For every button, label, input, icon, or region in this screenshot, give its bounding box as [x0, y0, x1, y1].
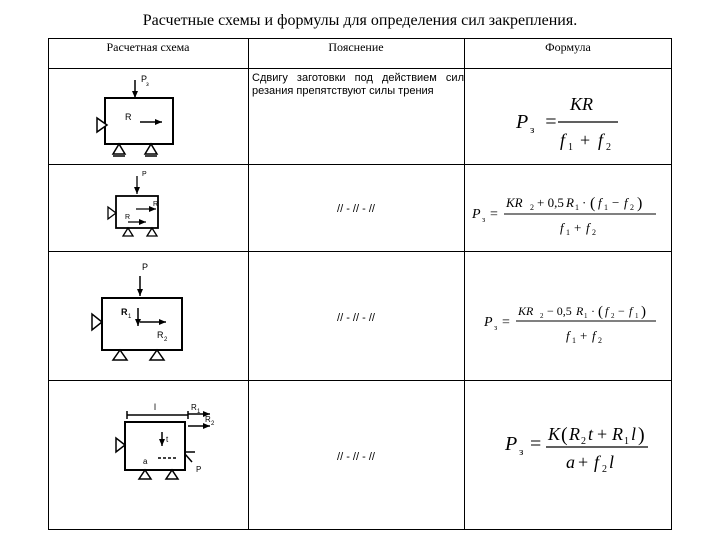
- svg-text:f: f: [624, 195, 628, 210]
- svg-text:KR: KR: [518, 304, 534, 318]
- svg-text:KR: KR: [570, 94, 594, 114]
- label-t-4: t: [166, 435, 169, 444]
- row-divider-1: [48, 164, 672, 165]
- label-pz-4: P: [196, 465, 202, 474]
- svg-text:=: =: [544, 111, 558, 133]
- label-r1-2: R: [125, 214, 131, 221]
- svg-text:=: =: [490, 207, 498, 222]
- label-r2-3: R: [157, 330, 164, 340]
- svg-text:·: ·: [591, 304, 595, 318]
- svg-text:l: l: [609, 452, 615, 472]
- label-pz-1-sub: з: [146, 82, 149, 88]
- svg-text:− 0,5: − 0,5: [547, 304, 572, 318]
- svg-text:f: f: [560, 220, 564, 235]
- svg-text:+: +: [597, 424, 608, 444]
- svg-text:1: 1: [568, 142, 573, 153]
- svg-text:f: f: [598, 130, 604, 150]
- svg-text:f: f: [560, 130, 566, 150]
- label-pz-1: P: [141, 74, 148, 84]
- svg-text:1: 1: [584, 312, 588, 320]
- table-border-bottom: [48, 529, 672, 530]
- svg-text:t: t: [588, 424, 594, 444]
- svg-text:·: ·: [582, 195, 587, 210]
- svg-text:+: +: [580, 328, 588, 343]
- row-2-explanation: // - // - //: [337, 203, 375, 215]
- svg-text:(: (: [561, 424, 568, 446]
- row-1-explanation: Сдвигу заготовки под действием сил резания препятствуют силы трения: [252, 72, 464, 97]
- svg-text:P: P: [472, 207, 481, 222]
- label-a-4: a: [143, 457, 148, 466]
- svg-text:+: +: [574, 220, 582, 235]
- label-r1-4: R: [191, 403, 197, 412]
- header-scheme: Расчетная схема: [106, 40, 190, 54]
- label-r1-3: R: [121, 307, 128, 317]
- svg-text:2: 2: [581, 436, 586, 447]
- table-border-left: [48, 38, 49, 530]
- svg-text:R: R: [612, 424, 623, 444]
- svg-text:=: =: [502, 315, 510, 330]
- svg-text:f: f: [598, 195, 602, 210]
- label-r2-4-sub: 2: [211, 421, 215, 427]
- label-pz-3: P: [142, 262, 149, 272]
- svg-text:2: 2: [598, 336, 602, 345]
- svg-text:(: (: [590, 195, 596, 212]
- svg-text:P: P: [484, 315, 493, 330]
- svg-text:R: R: [566, 195, 574, 210]
- row-4-explanation: // - // - //: [337, 451, 375, 463]
- svg-text:1: 1: [566, 228, 570, 237]
- svg-text:1: 1: [624, 436, 629, 447]
- svg-text:a: a: [566, 452, 575, 472]
- page-title: Расчетные схемы и формулы для определения сил закрепления.: [142, 12, 578, 29]
- svg-text:2: 2: [530, 203, 534, 212]
- svg-text:2: 2: [602, 464, 607, 475]
- svg-text:2: 2: [540, 312, 544, 320]
- svg-text:−: −: [618, 304, 625, 318]
- svg-text:f: f: [605, 304, 609, 318]
- svg-text:2: 2: [611, 312, 615, 320]
- svg-text:): ): [641, 304, 646, 320]
- svg-text:1: 1: [604, 203, 608, 212]
- row-divider-3: [48, 380, 672, 381]
- svg-text:+ 0,5: + 0,5: [537, 195, 564, 210]
- label-l-4: l: [154, 402, 156, 412]
- label-r1-4-sub: 1: [197, 409, 201, 415]
- label-r-1: R: [125, 112, 132, 122]
- svg-text:з: з: [494, 323, 498, 332]
- svg-text:f: f: [594, 452, 600, 472]
- svg-text:): ): [638, 424, 645, 446]
- svg-text:f: f: [566, 328, 570, 343]
- svg-text:+: +: [578, 452, 589, 472]
- svg-text:(: (: [598, 304, 603, 320]
- svg-text:f: f: [629, 304, 633, 318]
- header-formula: Формула: [545, 40, 591, 54]
- svg-text:з: з: [530, 124, 535, 136]
- svg-text:f: f: [592, 328, 596, 343]
- svg-text:1: 1: [575, 203, 579, 212]
- svg-text:P: P: [516, 111, 529, 133]
- label-r2-3-sub: 2: [164, 337, 168, 343]
- label-r2-4: R: [205, 415, 211, 424]
- svg-text:1: 1: [635, 312, 639, 320]
- svg-text:2: 2: [606, 142, 611, 153]
- label-r2-2: R: [153, 201, 159, 208]
- svg-text:KR: KR: [506, 195, 523, 210]
- svg-text:з: з: [482, 215, 486, 224]
- svg-text:+: +: [580, 130, 591, 150]
- svg-text:P: P: [505, 433, 518, 455]
- svg-text:−: −: [612, 195, 620, 210]
- row-divider-header: [48, 68, 672, 69]
- svg-text:K: K: [548, 424, 561, 444]
- column-divider-2: [464, 38, 465, 530]
- row-3-explanation: // - // - //: [337, 312, 375, 324]
- svg-text:l: l: [631, 424, 637, 444]
- header-explanation: Пояснение: [328, 40, 384, 54]
- svg-text:R: R: [569, 424, 580, 444]
- table-border-top: [48, 38, 672, 39]
- svg-text:=: =: [530, 433, 542, 455]
- svg-text:f: f: [586, 220, 590, 235]
- table-border-right: [671, 38, 672, 530]
- svg-text:2: 2: [592, 228, 596, 237]
- label-r1-3-sub: 1: [128, 314, 132, 320]
- svg-text:R: R: [576, 304, 584, 318]
- svg-text:1: 1: [572, 336, 576, 345]
- row-divider-2: [48, 251, 672, 252]
- label-pz-2: P: [142, 171, 147, 178]
- svg-text:2: 2: [630, 203, 634, 212]
- svg-text:з: з: [519, 446, 524, 458]
- svg-text:): ): [637, 195, 643, 212]
